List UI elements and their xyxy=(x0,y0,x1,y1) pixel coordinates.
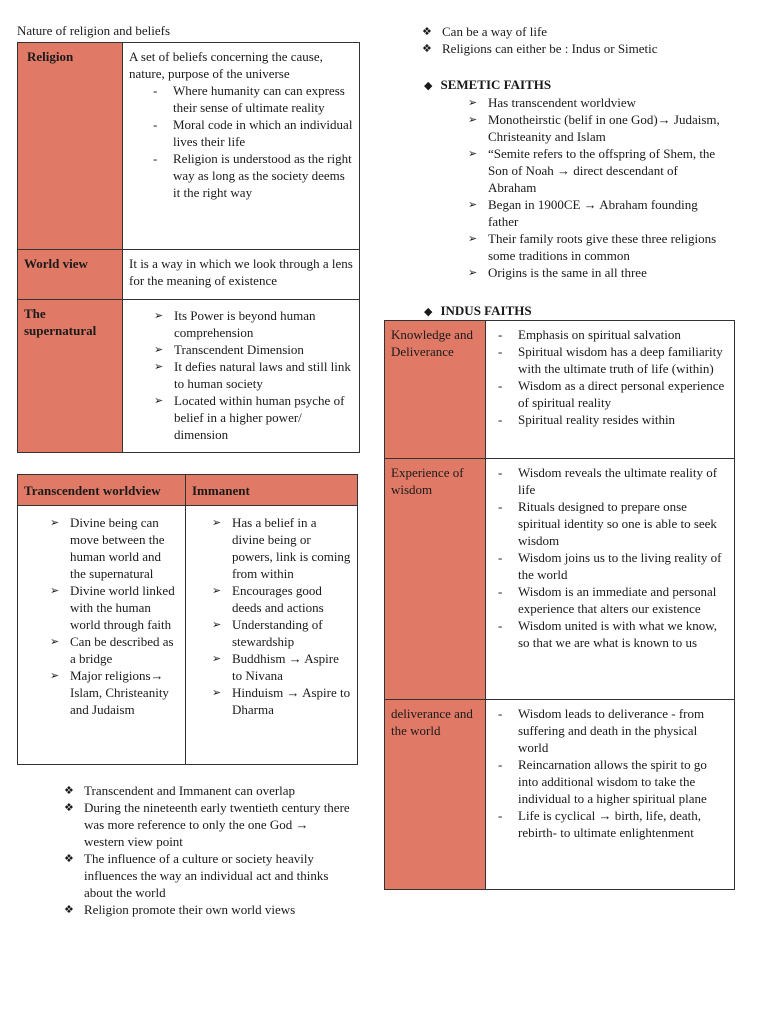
supernatural-row xyxy=(18,300,360,453)
world-view-cell: It is a way in which we look through a lens for the meaning of existence xyxy=(123,250,360,300)
list-item: - Wisdom is an immediate and personal experience that alters our existence xyxy=(494,583,728,617)
right-top-bullets xyxy=(420,23,740,57)
list-item: ➢ Divine world linked with the human world through faith xyxy=(48,582,179,633)
list-item: ➢ Has a belief in a divine being or powers, link is coming from within xyxy=(210,514,351,582)
list-item: - Wisdom as a direct personal experience of spiritual reality xyxy=(494,377,728,411)
bottom-bullets xyxy=(62,782,352,918)
compare-header-row xyxy=(18,475,358,506)
list-item: - Life is cyclical → birth, life, death, rebirth- to ultimate enlightenment xyxy=(494,807,728,841)
list-item: ➢ It defies natural laws and still link to human society xyxy=(152,358,353,392)
transcendent-cell xyxy=(18,506,186,765)
religion-row xyxy=(18,43,360,250)
list-item: - Rituals designed to prepare onse spiritual identity so one is able to seek wisdom xyxy=(494,498,728,549)
religion-intro: A set of beliefs concerning the cause, nature, purpose of the universe xyxy=(129,49,323,81)
filled-diamond-icon: ◆ xyxy=(424,79,433,92)
list-item: ➢ Located within human psyche of belief in a higher power/ dimension xyxy=(152,392,353,443)
indus-list xyxy=(494,464,728,651)
compare-table xyxy=(17,474,358,765)
religion-list xyxy=(149,82,353,201)
list-item: ❖ Can be a way of life xyxy=(420,23,740,40)
list-item: - Religion is understood as the right way as long as the society deems it the right way xyxy=(149,150,353,201)
indus-list xyxy=(494,326,728,428)
compare-body-row xyxy=(18,506,358,765)
list-item: - Wisdom united is with what we know, so that we are what is known to us xyxy=(494,617,728,651)
list-item: - Reincarnation allows the spirit to go into additional wisdom to take the individual to a higher spiritual plane xyxy=(494,756,728,807)
list-item: - Where humanity can can express their sense of ultimate reality xyxy=(149,82,353,116)
indus-table xyxy=(384,320,735,890)
immanent-list xyxy=(210,514,351,718)
indus-row-cell xyxy=(486,459,735,700)
list-item: - Wisdom leads to deliverance - from suffering and death in the physical world xyxy=(494,705,728,756)
list-item: - Emphasis on spiritual salvation xyxy=(494,326,728,343)
indus-row-label: Experience of wisdom xyxy=(385,459,486,700)
indus-row xyxy=(385,321,735,459)
list-item: ➢ Has transcendent worldview xyxy=(466,94,726,111)
list-item: ➢ Encourages good deeds and actions xyxy=(210,582,351,616)
list-item: ➢ Its Power is beyond human comprehension xyxy=(152,307,353,341)
list-item: ❖ Religion promote their own world views xyxy=(62,901,352,918)
list-item: ➢ Understanding of stewardship xyxy=(210,616,351,650)
semetic-list xyxy=(466,94,726,281)
religion-label: Religion xyxy=(18,43,123,250)
transcendent-list xyxy=(48,514,179,718)
list-item: ➢ Divine being can move between the human world and the supernatural xyxy=(48,514,179,582)
list-item: ❖ Transcendent and Immanent can overlap xyxy=(62,782,352,799)
list-item: ➢ Hinduism → Aspire to Dharma xyxy=(210,684,351,718)
world-view-label: World view xyxy=(18,250,123,300)
indus-row-cell xyxy=(486,700,735,890)
list-item: ➢ Their family roots give these three religions some traditions in common xyxy=(466,230,726,264)
page-title: Nature of religion and beliefs xyxy=(17,23,171,38)
indus-row-label: deliverance and the world xyxy=(385,700,486,890)
list-item: ➢ Major religions→ Islam, Christeanity and Judaism xyxy=(48,667,179,718)
indus-row xyxy=(385,459,735,700)
list-item: - Spiritual reality resides within xyxy=(494,411,728,428)
list-item: ❖ Religions can either be : Indus or Simetic xyxy=(420,40,740,57)
filled-diamond-icon: ◆ xyxy=(424,305,433,318)
semetic-heading-text: SEMETIC FAITHS xyxy=(440,77,552,92)
supernatural-cell xyxy=(123,300,360,453)
list-item: - Wisdom joins us to the living reality of the world xyxy=(494,549,728,583)
list-item: ➢ Buddhism → Aspire to Nivana xyxy=(210,650,351,684)
transcendent-header: Transcendent worldview xyxy=(18,475,186,506)
list-item: ➢ Origins is the same in all three xyxy=(466,264,726,281)
indus-list xyxy=(494,705,728,841)
list-item: - Spiritual wisdom has a deep familiarity with the ultimate truth of life (within) xyxy=(494,343,728,377)
list-item: ❖ The influence of a culture or society heavily influences the way an individual act and thinks about the world xyxy=(62,850,352,901)
indus-row-cell xyxy=(486,321,735,459)
list-item: ➢ Transcendent Dimension xyxy=(152,341,353,358)
immanent-cell xyxy=(186,506,358,765)
list-item: ➢ Began in 1900CE → Abraham founding father xyxy=(466,196,726,230)
supernatural-list xyxy=(152,307,353,443)
indus-row-label: Knowledge and Deliverance xyxy=(385,321,486,459)
indus-heading-text: INDUS FAITHS xyxy=(440,303,532,318)
list-item: - Moral code in which an individual lives their life xyxy=(149,116,353,150)
indus-heading xyxy=(424,302,532,320)
semetic-heading xyxy=(424,76,551,94)
main-table xyxy=(17,42,360,453)
list-item: ➢ Can be described as a bridge xyxy=(48,633,179,667)
world-view-row xyxy=(18,250,360,300)
religion-cell xyxy=(123,43,360,250)
list-item: ➢ Monotheirstic (belif in one God)→ Judaism, Christeanity and Islam xyxy=(466,111,726,145)
list-item: ➢ “Semite refers to the offspring of Shem, the Son of Noah → direct descendant of Abraham xyxy=(466,145,726,196)
supernatural-label: The supernatural xyxy=(18,300,123,453)
indus-row xyxy=(385,700,735,890)
list-item: ❖ During the nineteenth early twentieth century there was more reference to only the one God → western view point xyxy=(62,799,352,850)
immanent-header: Immanent xyxy=(186,475,358,506)
list-item: - Wisdom reveals the ultimate reality of life xyxy=(494,464,728,498)
